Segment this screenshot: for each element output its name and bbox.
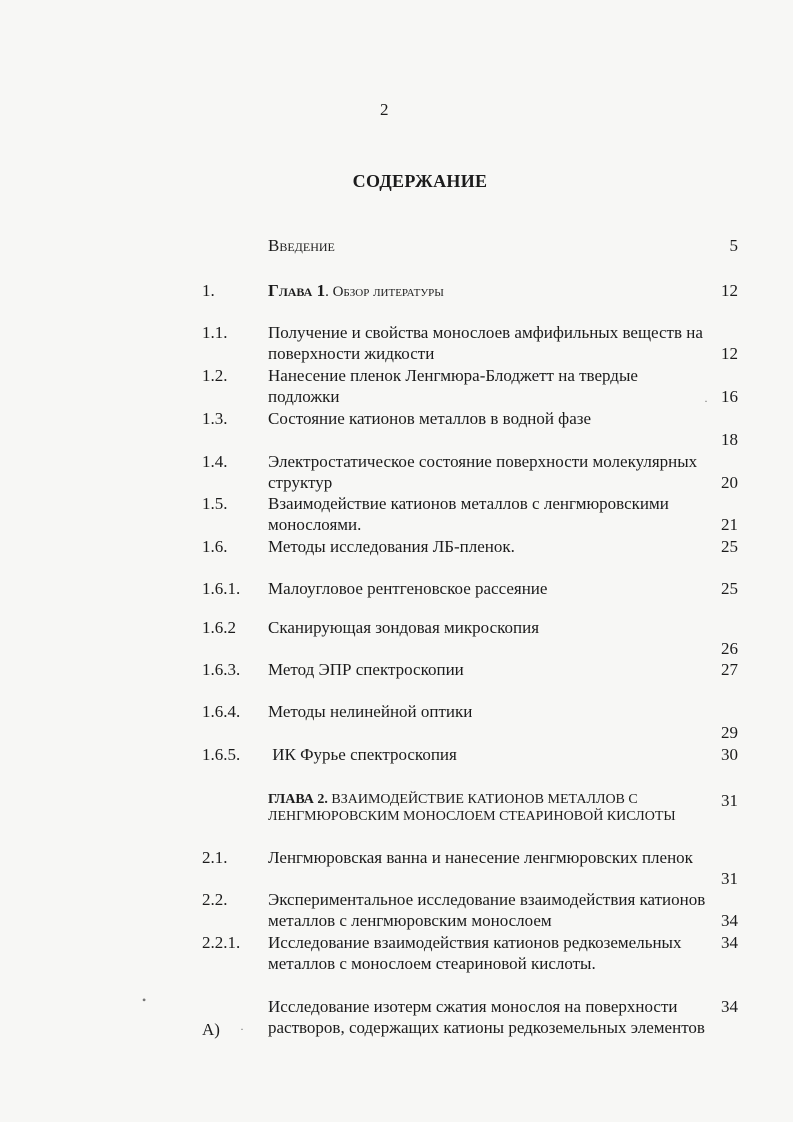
toc-entry-number: 1.6.5. [202, 745, 241, 764]
toc-entry-text: Состояние катионов металлов в водной фазе [268, 409, 591, 428]
chapter-title: . Обзор литературы [325, 284, 444, 300]
toc-entry-number: 2.2. [202, 890, 228, 909]
toc-entry-text: Ленгмюровская ванна и нанесение ленгмюровских пленок [268, 848, 693, 867]
toc-entry-page: 20 [721, 473, 738, 492]
toc-entry-page: 34 [721, 911, 738, 930]
toc-entry-number: 1.1. [202, 323, 228, 342]
toc-entry-page: 34 [721, 933, 738, 952]
toc-entry-page: 34 [721, 997, 738, 1016]
toc-entry-text: Метод ЭПР спектроскопии [268, 660, 464, 679]
toc-entry-text: Сканирующая зондовая микроскопия [268, 618, 540, 637]
toc-entry-text: Получение и свойства монослоев амфифильных веществ на поверхности жидкости [268, 323, 703, 363]
toc-entry-number: 2.1. [202, 848, 228, 867]
toc-chapter-1-text [268, 280, 713, 303]
toc-entry-number: 1.4. [202, 452, 228, 471]
page-title: СОДЕРЖАНИЕ [352, 171, 488, 191]
page-number: 2 [380, 100, 389, 119]
toc-entry-text: Взаимодействие катионов металлов с ленгмюровскими монослоями. [268, 494, 669, 534]
toc-entry-text: Исследование изотерм сжатия монослоя на поверхности растворов, содержащих катионы редкоземельных элементов [268, 997, 705, 1037]
toc-entry-number: 1.5. [202, 494, 228, 513]
toc-entry-number: 1.6. [202, 537, 228, 556]
toc-entry-number: 1.6.1. [202, 579, 241, 598]
toc-entry-text: Исследование взаимодействия катионов редкоземельных металлов с монослоем стеариновой кислоты. [268, 933, 682, 973]
toc-entry-text: Экспериментальное исследование взаимодействия катионов металлов с ленгмюровским монослоем [268, 890, 706, 930]
toc-entry-number: 1.6.4. [202, 702, 241, 721]
toc-entry-number: 1.2. [202, 366, 228, 385]
chapter-title: ВЗАИМОДЕЙСТВИЕ КАТИОНОВ МЕТАЛЛОВ С ЛЕНГМЮРОВСКИМ МОНОСЛОЕМ СТЕАРИНОВОЙ КИСЛОТЫ [268, 792, 676, 824]
scan-speck: · [704, 394, 708, 408]
toc-chapter-2-text [268, 791, 708, 825]
toc-entry-page: 26 [721, 639, 738, 658]
toc-entry-page: 18 [721, 430, 738, 449]
toc-entry-number: 2.2.1. [202, 933, 241, 952]
toc-entry-page: 12 [721, 344, 738, 363]
scan-speck: • [142, 993, 147, 1007]
chapter-label: Глава 1 [268, 281, 326, 300]
chapter-label: ГЛАВА 2. [268, 792, 328, 807]
toc-entry-number: 1.3. [202, 409, 228, 428]
toc-entry-text: Нанесение пленок Ленгмюра-Блоджетт на твердые подложки [268, 366, 638, 406]
toc-entry-page: 25 [721, 579, 738, 598]
toc-entry-text: Электростатическое состояние поверхности молекулярных структур [268, 452, 698, 492]
toc-entry-number: 1.6.3. [202, 660, 241, 679]
toc-entry-page: 12 [721, 281, 738, 300]
toc-entry-page: 25 [721, 537, 738, 556]
toc-entry-number: 1.6.2 [202, 618, 236, 637]
toc-entry-text: ИК Фурье спектроскопия [268, 745, 457, 764]
toc-entry-intro-page: 5 [729, 236, 738, 255]
toc-entry-text: Методы нелинейной оптики [268, 702, 473, 721]
scan-speck: · [240, 1022, 244, 1036]
toc-entry-number: А) [202, 1020, 220, 1039]
toc-entry-page: 31 [721, 791, 738, 810]
toc-entry-number: 1. [202, 281, 215, 300]
toc-entry-page: 30 [721, 745, 738, 764]
toc-entry-page: 31 [721, 869, 738, 888]
toc-entry-page: 16 [721, 387, 738, 406]
toc-entry-page: 21 [721, 515, 738, 534]
toc-entry-text: Методы исследования ЛБ-пленок. [268, 537, 515, 556]
toc-entry-page: 29 [721, 723, 738, 742]
toc-entry-text: Малоугловое рентгеновское рассеяние [268, 579, 548, 598]
toc-entry-intro-text: Введение [268, 236, 335, 255]
toc-entry-page: 27 [721, 660, 738, 679]
